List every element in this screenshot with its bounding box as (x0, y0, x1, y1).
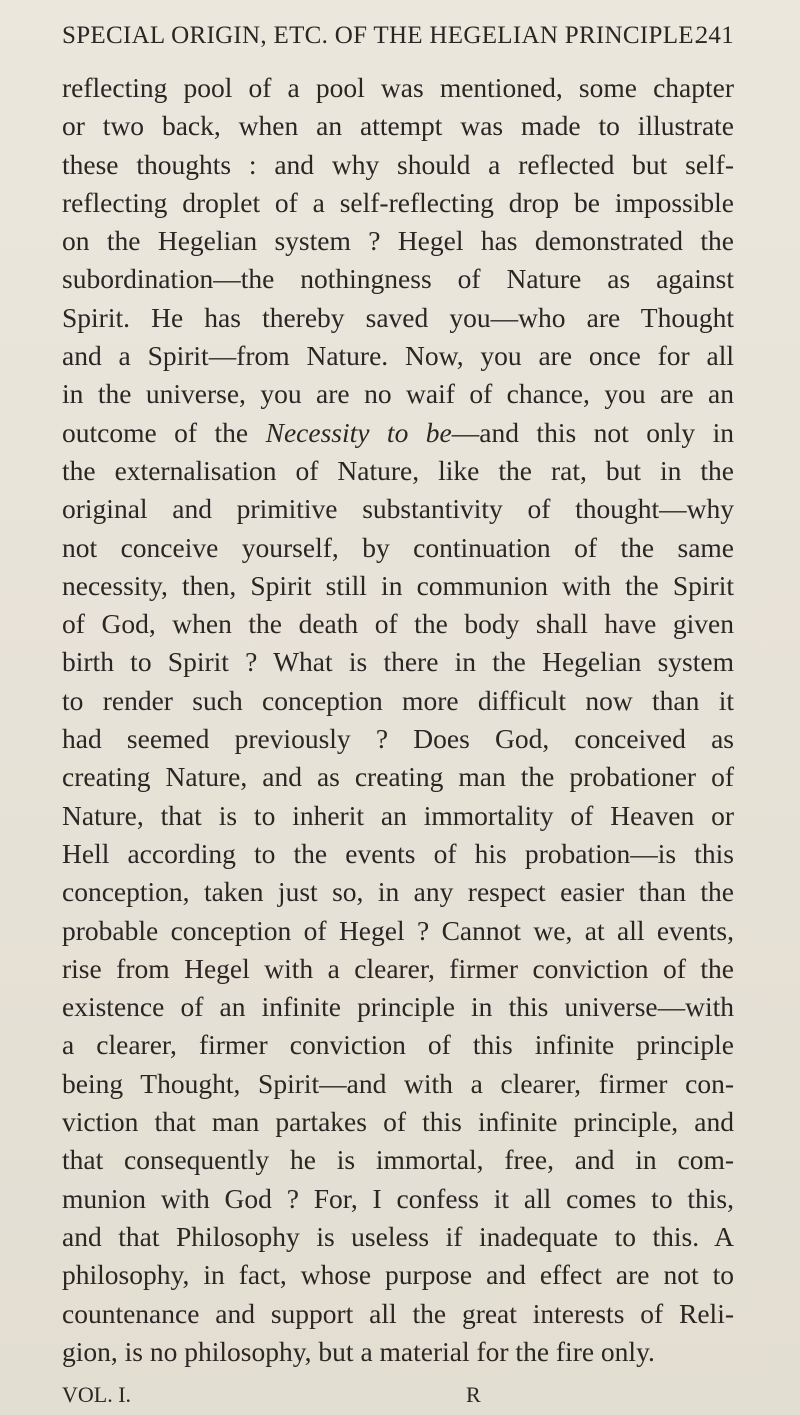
text-line (62, 682, 734, 720)
text-line (62, 605, 734, 643)
page-number: 241 (695, 22, 734, 49)
running-head (62, 16, 734, 56)
text-line (62, 222, 734, 260)
text-line (62, 184, 734, 222)
text-segment: not conceive yourself, by continuation of the same (62, 531, 734, 563)
text-line (62, 1180, 734, 1218)
text-line (62, 758, 734, 796)
text-line (62, 567, 734, 605)
text-segment: on the Hegelian system ? Hegel has demonstrated the (62, 225, 734, 257)
text-segment: the externalisation of Nature, like the rat, but in the (62, 454, 734, 486)
text-segment: Necessity to be (265, 416, 452, 448)
text-segment: countenance and support all the great interests of Reli- (62, 1297, 734, 1329)
text-line (62, 337, 734, 375)
text-line (62, 107, 734, 145)
text-segment: —and this not only in (451, 416, 734, 448)
text-segment: conception, taken just so, in any respect easier than the (62, 876, 734, 908)
text-line (62, 1103, 734, 1141)
text-line (62, 1295, 734, 1333)
text-line (62, 1256, 734, 1294)
text-segment: being Thought, Spirit—and with a clearer, firmer con- (62, 1067, 734, 1099)
text-line (62, 69, 734, 107)
text-segment: these thoughts : and why should a reflected but self- (62, 148, 734, 180)
body-text (62, 69, 734, 1371)
text-segment: in the universe, you are no waif of chance, you are an (62, 378, 734, 410)
text-line (62, 797, 734, 835)
text-line (62, 1065, 734, 1103)
text-line (62, 1141, 734, 1179)
text-segment: rise from Hegel with a clearer, firmer conviction of the (62, 952, 734, 984)
text-line (62, 643, 734, 681)
text-segment: munion with God ? For, I confess it all comes to this, (62, 1182, 734, 1214)
text-segment: subordination—the nothingness of Nature as against (62, 263, 734, 295)
text-line (62, 1218, 734, 1256)
text-segment: probable conception of Hegel ? Cannot we, at all events, (62, 914, 734, 946)
text-segment: birth to Spirit ? What is there in the Hegelian system (62, 646, 734, 678)
text-segment: and that Philosophy is useless if inadequate to this. A (62, 1220, 734, 1252)
text-line (62, 375, 734, 413)
text-segment: reflecting pool of a pool was mentioned, some chapter (62, 72, 734, 103)
text-line (62, 950, 734, 988)
text-segment: gion, is no philosophy, but a material for the fire only. (62, 1335, 655, 1367)
text-line (62, 912, 734, 950)
text-segment: or two back, when an attempt was made to illustrate (62, 110, 734, 142)
text-line (62, 414, 734, 452)
text-segment: of God, when the death of the body shall have given (62, 608, 734, 640)
text-segment: creating Nature, and as creating man the probationer of (62, 761, 734, 793)
text-segment: that consequently he is immortal, free, and in com- (62, 1144, 734, 1176)
text-segment: and a Spirit—from Nature. Now, you are once for all (62, 340, 734, 372)
text-segment: Hell according to the events of his probation—is this (62, 837, 734, 869)
text-segment: Nature, that is to inherit an immortality of Heaven or (62, 799, 734, 831)
text-line (62, 299, 734, 337)
text-segment: philosophy, in fact, whose purpose and effect are not to (62, 1259, 734, 1291)
text-segment: a clearer, firmer conviction of this infinite principle (62, 1029, 734, 1061)
text-line (62, 1333, 734, 1371)
text-line (62, 490, 734, 528)
text-line (62, 988, 734, 1026)
text-line (62, 260, 734, 298)
text-segment: to render such conception more difficult now than it (62, 684, 734, 716)
text-line (62, 529, 734, 567)
text-segment: necessity, then, Spirit still in communion with the Spirit (62, 569, 734, 601)
running-head-title: SPECIAL ORIGIN, ETC. OF THE HEGELIAN PRINCIPLE. (62, 22, 701, 49)
volume-label: VOL. I. (62, 1382, 132, 1407)
text-line (62, 835, 734, 873)
text-line (62, 720, 734, 758)
text-segment: existence of an infinite principle in this universe—with (62, 991, 734, 1023)
text-segment: had seemed previously ? Does God, conceived as (62, 723, 734, 755)
text-segment: outcome of the (62, 416, 266, 448)
text-line (62, 1026, 734, 1064)
text-line (62, 873, 734, 911)
text-line (62, 452, 734, 490)
text-segment: reflecting droplet of a self-reflecting drop be impossible (62, 186, 734, 218)
text-segment: viction that man partakes of this infinite principle, and (62, 1106, 734, 1138)
text-segment: Spirit. He has thereby saved you—who are Thought (62, 301, 734, 333)
page-footer (62, 1382, 734, 1408)
text-segment: original and primitive substantivity of thought—why (62, 493, 734, 525)
signature-mark: R (466, 1382, 481, 1407)
text-line (62, 146, 734, 184)
